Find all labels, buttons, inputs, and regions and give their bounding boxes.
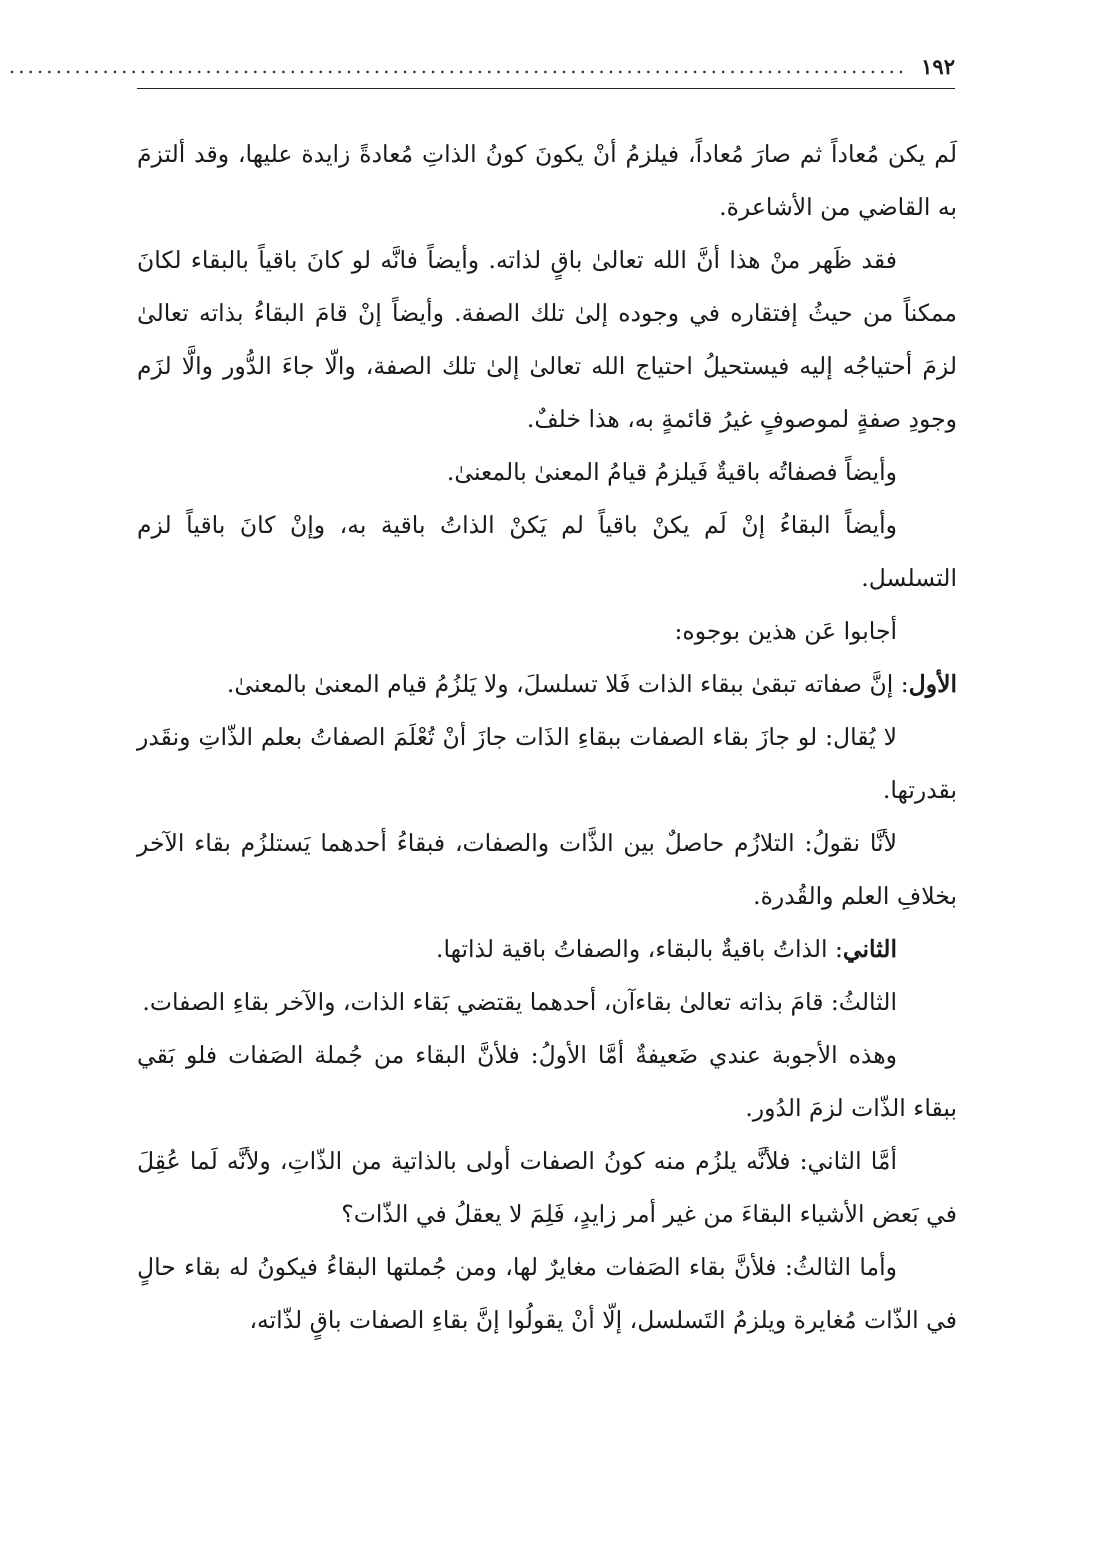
page-number: ١٩٢ <box>921 53 955 79</box>
answer-label-first: الأول <box>908 670 957 698</box>
paragraph-text: : الذاتُ باقيةٌ بالبقاء، والصفاتُ باقية لذاتها. <box>436 935 843 963</box>
paragraph-text: لا يُقال: لو جازَ بقاء الصفات ببقاءِ الذَات جازَ أنْ تُعْلَمَ الصفاتُ بعلم الذّاتِ ونقَدر بقدرتها. <box>137 723 957 804</box>
paragraph <box>137 711 957 817</box>
paragraph-text: لأنَّا نقولُ: التلازُم حاصلٌ بين الذَّات والصفات، فبقاءُ أحدهما يَستلزُم بقاء الآخر بخلافِ العلم والقُدرة. <box>137 829 957 910</box>
paragraph-text: أجابوا عَن هذين بوجوه: <box>674 617 897 645</box>
paragraph-text: فقد ظَهر منْ هذا أنَّ الله تعالىٰ باقٍ لذاته. وأيضاً فانَّه لو كانَ باقياً بالبقاء لكانَ ممكناً من حيثُ إفتقاره في وجوده إلىٰ تلك الصفة. وأيضاً إنْ قامَ البقاءُ بذاته تعالىٰ لزمَ أحتياجُه إليه فيستحيلُ احتياج الله تعالىٰ إلىٰ تلك الصفة، والّا جاءَ الدُّور والَّا لزَم وجودِ صفةٍ لموصوفٍ غيرُ قائمةٍ به، هذا خلفٌ. <box>137 246 957 433</box>
book-title <box>0 55 1 77</box>
paragraph <box>137 976 957 1029</box>
paragraph <box>137 658 957 711</box>
paragraph <box>137 446 957 499</box>
paragraph <box>137 923 957 976</box>
answer-label-second: الثاني <box>842 935 897 963</box>
paragraph <box>137 1135 957 1241</box>
paragraph-text: وأما الثالثُ: فلأنَّ بقاء الصَفات مغايرٌ لها، ومن جُملتها البقاءُ فيكونُ له بقاء حالٍ في الذّات مُغايرة ويلزمُ التَسلسل، إلّا أنْ يقولُوا إنَّ بقاءِ الصفات باقٍ لذّاته، <box>137 1253 957 1334</box>
paragraph <box>137 128 957 234</box>
paragraph <box>137 605 957 658</box>
paragraph-text: وأيضاً فصفاتُه باقيةٌ فَيلزمُ قيامُ المعنىٰ بالمعنىٰ. <box>446 458 897 486</box>
paragraph-text: لَم يكن مُعاداً ثم صارَ مُعاداً، فيلزمُ أنْ يكونَ كونُ الذاتِ مُعادةً زايدة عليها، وقد ألتزمَ به القاضي من الأشاعرة. <box>137 140 957 221</box>
paragraph-text: الثالثُ: قامَ بذاته تعالىٰ بقاءآن، أحدهما يقتضي بَقاء الذات، والآخر بقاءِ الصفات. <box>142 988 897 1016</box>
paragraph-text: وهذه الأجوبة عندي ضَعيفةٌ أمَّا الأولُ: فلأنَّ البقاء من جُملة الصَفات فلو بَقي ببقاء الذّات لزمَ الدُور. <box>137 1041 957 1122</box>
paragraph <box>137 1029 957 1135</box>
page-body <box>137 128 957 1347</box>
paragraph <box>137 499 957 605</box>
paragraph <box>137 817 957 923</box>
paragraph <box>137 1241 957 1347</box>
paragraph-text: وأيضاً البقاءُ إنْ لَم يكنْ باقياً لم يَكنْ الذاتُ باقية به، وإنْ كانَ باقياً لزم التسلسل. <box>137 511 957 592</box>
paragraph <box>137 234 957 446</box>
paragraph-text: : إنَّ صفاته تبقىٰ ببقاء الذات فَلا تسلسلَ، ولا يَلزُمُ قيام المعنىٰ بالمعنىٰ. <box>226 670 909 698</box>
leader-dots: ................................................................................................ <box>8 54 908 78</box>
running-header <box>8 44 955 89</box>
paragraph-text: أمَّا الثاني: فلأنَّه يلزُم منه كونُ الصفات أولى بالذاتية من الذّاتِ، ولأنَّه لَما عُقِلَ في بَعض الأشياء البقاءَ من غير أمر زايدٍ، فَلِمَ لا يعقلُ في الذّات؟ <box>137 1147 957 1228</box>
